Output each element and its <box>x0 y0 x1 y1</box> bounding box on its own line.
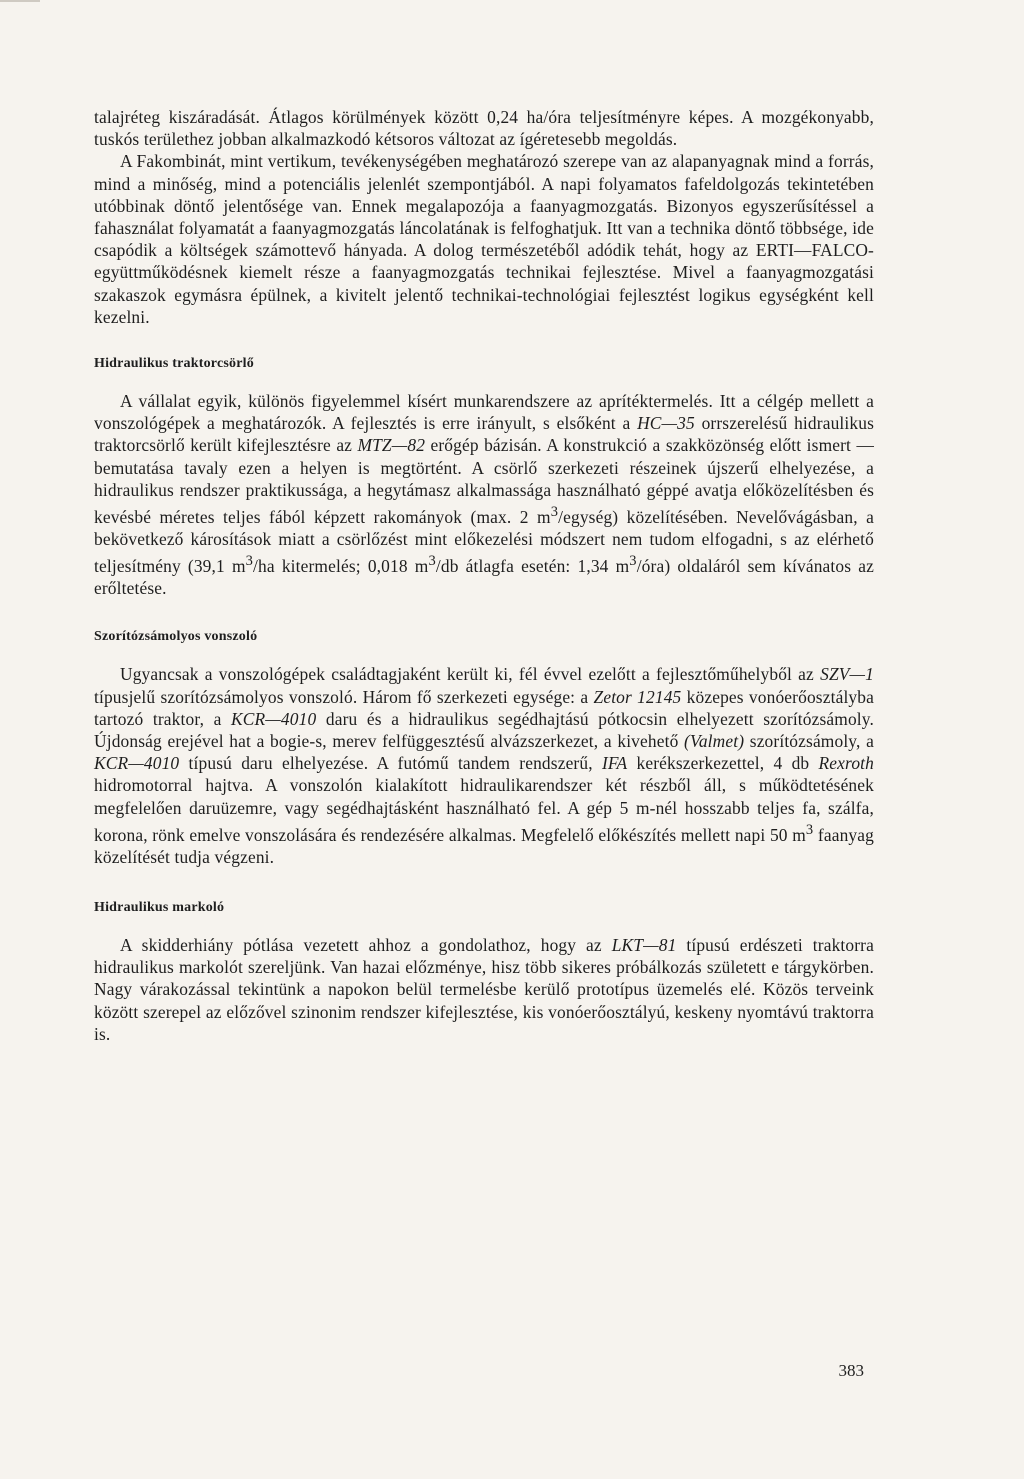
page-number: 383 <box>838 1361 864 1380</box>
paragraph-traktorcsorlo: A vállalat egyik, különös figyelemmel kísért munkarendszere az aprítéktermelés. Itt a célgép mellett a vonszológépek a meghatározók. A fejlesztés is erre irányult, s elsőként a HC—35 orrszerelésű hidraulikus traktorcsörlő került kifejlesztésre az MTZ—82 erőgép bázisán. A konstrukció a szakközönség előtt ismert — bemutatása tavaly ezen a helyen is megtörtént. A csörlő szerkezeti részeinek újszerű elhelyezése, a hidraulikus rendszer praktikussága, a hegytámasz alkalmassága használható géppé avatja előközelítésben és kevésbé méretes teljes fából képzett rakományok (max. 2 $m^3/egység$) közelítésében. Nevelővágásban, a bekövetkező károsítások miatt a csörlőzést mint előkezelési módszert nem tudom elfogadni, s az elérhető teljesítmény (39,1 $m^3/ha$ kitermelés; 0,018 $m^3/db$ átlagfa esetén: 1,34 $m^3/óra$) oldaláról sem kívánatos az erőltetése. <box>94 391 874 599</box>
paragraph-markolo: A skidderhiány pótlása vezetett ahhoz a gondolathoz, hogy az LKT—81 típusú erdészeti traktorra hidraulikus markolót szereljünk. Van hazai előzménye, hisz több sikeres próbálkozás született e tárgykörben. Nagy várakozással tekintünk a napokon belül termelésbe kerülő prototípus üzemelés elé. Közös terveink között szerepel az előzővel szinonim rendszer kifejlesztése, kis vonóerőosztályú, keskeny nyomtávú traktorra is. <box>94 935 874 1044</box>
paragraph-fakombinat: A Fakombinát, mint vertikum, tevékenységében meghatározó szerepe van az alapanyagnak mind a forrás, mind a minőség, mind a potenciális jelenlét szempontjából. A napi folyamatos fafeldolgozás tekintetében utóbbinak döntő jelentősége van. Ennek megalapozója a faanyagmozgatás. Bizonyos egyszerűsítéssel a fahasználat folyamatát a faanyagmozgatás láncolatának is felfoghatjuk. Itt van a technika döntő többsége, ide csapódik a költségek számottevő hányada. A dolog természetéből adódik tehát, hogy az ERTI—FALCO-együttműködésnek kiemelt része a faanyagmozgatás technikai fejlesztése. Mivel a faanyagmozgatási szakaszok egymásra épülnek, a kivitelt jelentő technikai-technológiai fejlesztést logikus egységként kell kezelni. <box>94 151 874 327</box>
paragraph-vonszolo: Ugyancsak a vonszológépek családtagjaként került ki, fél évvel ezelőtt a fejlesztőműhelyből az SZV—1 típusjelű szorítózsámolyos vonszoló. Három fő szerkezeti egysége: a Zetor 12145 közepes vonóerőosztályba tartozó traktor, a KCR—4010 daru és a hidraulikus segédhajtású pótkocsin elhelyezett szorítózsámoly. Újdonság erejével hat a bogie-s, merev felfüggesztésű alvázszerkezet, a kivehető (Valmet) szorítózsámoly, a KCR—4010 típusú daru elhelyezése. A futómű tandem rendszerű, IFA kerékszerkezettel, 4 db Rexroth hidromotorral hajtva. A vonszolón kialakított hidraulikarendszer két részből áll, s működtetésének megfelelően daruüzemre, vagy segédhajtásként használható fel. A gép 5 m-nél hosszabb teljes fa, szálfa, korona, rönk emelve vonszolására és rendezésére alkalmas. Megfelelő előkészítés mellett napi 50 $m^3$ faanyag közelítését tudja végzeni. <box>94 664 875 867</box>
paragraph-continued: talajréteg kiszáradását. Átlagos körülmények között 0,24 ha/óra teljesítményre képes. A mozgékonyabb, tuskós területhez jobban alkalmazkodó kétsoros változat az ígéretesebb megoldás. <box>94 107 874 150</box>
scan-edge-mark <box>0 0 40 2</box>
section-heading-markolo: Hidraulikus markoló <box>94 900 225 916</box>
section-heading-traktorcsorlo: Hidraulikus traktorcsörlő <box>94 356 254 372</box>
page-body <box>94 106 874 1045</box>
section-heading-vonszolo: Szorítózsámolyos vonszoló <box>94 629 258 645</box>
